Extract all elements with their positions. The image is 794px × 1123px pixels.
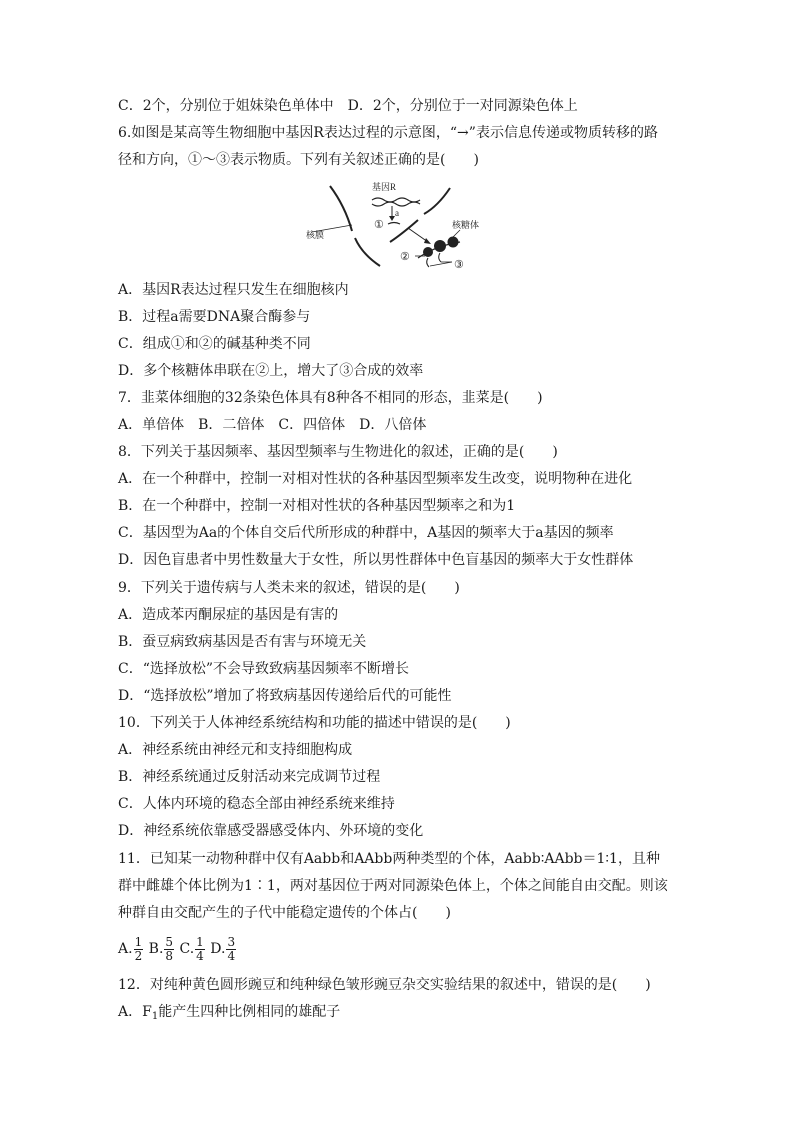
q11-stem-line1: 11．已知某一动物种群中仅有Aabb和AAbb两种类型的个体，Aabb∶AAbb＝1∶1，且种 [118, 851, 660, 867]
q7-stem: 7．韭菜体细胞的32条染色体具有8种各不相同的形态，韭菜是( ) [118, 390, 543, 406]
label-circled-1: ① [374, 219, 384, 231]
label-gene-r: 基因R [372, 182, 397, 192]
q11-option-d-label: D. [210, 941, 226, 957]
q11-stem-line3: 种群自由交配产生的子代中能稳定遗传的个体占( ) [118, 905, 451, 921]
membrane-arc-4 [390, 220, 418, 242]
fraction-numerator: 3 [227, 934, 236, 949]
mrna-fragment [388, 223, 400, 225]
q8-option-d: D．因色盲患者中男性数量大于女性，所以男性群体中色盲基因的频率大于女性群体 [118, 552, 634, 568]
q11-option-d-fraction [226, 936, 236, 963]
label-circled-2: ② [400, 251, 410, 263]
q11-option-b-label: B. [148, 941, 164, 957]
q10-stem: 10．下列关于人体神经系统结构和功能的描述中错误的是( ) [118, 715, 511, 731]
q8-option-b: B．在一个种群中，控制一对相对性状的各种基因型频率之和为1 [118, 498, 516, 514]
dna-strand-1 [372, 198, 420, 202]
q6-stem-line2: 径和方向，①～③表示物质。下列有关叙述正确的是( ) [118, 152, 479, 168]
q11-options [118, 934, 237, 964]
fraction-numerator: 1 [196, 934, 204, 949]
q6-option-a: A．基因R表达过程只发生在细胞核内 [118, 282, 349, 298]
q11-stem-line2: 群中雌雄个体比例为1∶1，两对基因位于两对同源染色体上，个体之间能自由交配。则该 [118, 878, 668, 894]
q12-option-a [118, 1002, 340, 1027]
q12-stem: 12．对纯种黄色圆形豌豆和纯种绿色皱形豌豆杂交实验结果的叙述中，错误的是( ) [118, 977, 651, 993]
transport-arrow-head [424, 238, 431, 244]
q6-option-b: B．过程a需要DNA聚合酶参与 [118, 309, 311, 325]
label-nuclear-membrane: 核膜 [306, 230, 325, 240]
q11-option-b-fraction [164, 936, 174, 963]
q10-option-d: D．神经系统依靠感受器感受体内、外环境的变化 [118, 823, 424, 839]
q5-options-cd: C．2个，分别位于姐妹染色单体中 D．2个，分别位于一对同源染色体上 [118, 98, 578, 114]
q9-option-d: D．“选择放松”增加了将致病基因传递给后代的可能性 [118, 688, 452, 704]
q6-option-d: D．多个核糖体串联在②上，增大了③合成的效率 [118, 363, 424, 379]
ribosome-2 [434, 240, 446, 252]
q6-stem-line1: 6.如图是某高等生物细胞中基因R表达过程的示意图，“→”表示信息传递或物质转移的路 [118, 125, 658, 141]
q7-options: A．单倍体 B．二倍体 C．四倍体 D．八倍体 [118, 417, 427, 433]
q9-option-a: A．造成苯丙酮尿症的基因是有害的 [118, 607, 339, 623]
label-a: a [395, 208, 399, 218]
q6-option-c: C．组成①和②的碱基种类不同 [118, 336, 311, 352]
q9-option-b: B．蚕豆病致病基因是否有害与环境无关 [118, 634, 367, 650]
q9-stem: 9．下列关于遗传病与人类未来的叙述，错误的是( ) [118, 580, 460, 596]
polypeptide-1 [427, 258, 429, 267]
q12-option-a-text: 能产生四种比例相同的雄配子 [158, 1004, 341, 1020]
polypeptide-2 [439, 253, 441, 262]
label3-leader-2 [430, 262, 452, 266]
label-circled-3: ③ [454, 259, 464, 271]
membrane-arc-2 [355, 238, 380, 266]
membrane-arc-3 [424, 188, 450, 214]
ribosome-3 [448, 237, 459, 248]
q11-option-c-fraction [195, 936, 205, 963]
transport-arrow [408, 228, 428, 242]
fraction-denominator: 2 [134, 948, 143, 963]
q8-option-c: C．基因型为Aa的个体自交后代所形成的种群中，A基因的频率大于a基因的频率 [118, 525, 614, 541]
q8-option-a: A．在一个种群中，控制一对相对性状的各种基因型频率发生改变，说明物种在进化 [118, 471, 633, 487]
q12-option-a-prefix: A．F [118, 1004, 152, 1020]
gene-expression-diagram [300, 176, 500, 276]
q11-option-c-label: C. [179, 941, 195, 957]
dna-strand-2 [372, 202, 420, 206]
membrane-arc-1 [330, 186, 352, 231]
q11-option-a-fraction [134, 936, 144, 963]
q10-option-a: A．神经系统由神经元和支持细胞构成 [118, 742, 353, 758]
ribosome-1 [423, 247, 433, 257]
subscript: 1 [151, 1011, 159, 1022]
fraction-denominator: 4 [227, 948, 236, 963]
label-ribosome: 核糖体 [452, 220, 480, 230]
fraction-numerator: 1 [134, 934, 143, 949]
fraction-numerator: 5 [165, 934, 174, 949]
fraction-denominator: 8 [165, 948, 174, 963]
q9-option-c: C．“选择放松”不会导致致病基因频率不断增长 [118, 661, 410, 677]
q10-option-c: C．人体内环境的稳态全部由神经系统来维持 [118, 796, 395, 812]
q8-stem: 8．下列关于基因频率、基因型频率与生物进化的叙述，正确的是( ) [118, 444, 558, 460]
q10-option-b: B．神经系统通过反射活动来完成调节过程 [118, 769, 381, 785]
q11-option-a-label: A. [118, 941, 133, 957]
fraction-denominator: 4 [196, 948, 204, 963]
